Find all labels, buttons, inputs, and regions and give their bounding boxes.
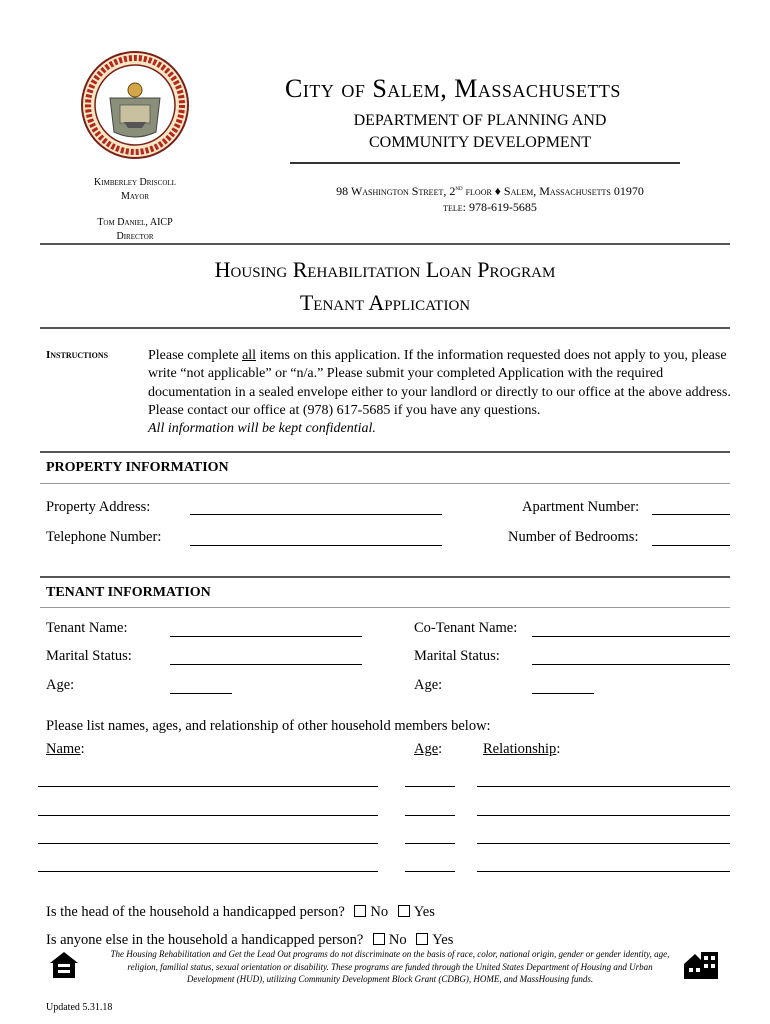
instructions-label: Instructions — [46, 349, 109, 361]
property-address-field[interactable] — [190, 514, 442, 515]
director-title: Director — [116, 231, 154, 242]
divider — [40, 607, 730, 608]
city-seal — [80, 50, 190, 160]
house-icon — [683, 950, 719, 980]
question-head-handicapped: Is the head of the household a handicapped person? No Yes — [46, 904, 435, 920]
office-address — [290, 180, 690, 215]
tenant-name-field[interactable] — [170, 636, 362, 637]
yes-checkbox[interactable] — [398, 905, 410, 917]
bedrooms-label: Number of Bedrooms: — [508, 529, 639, 545]
household-age-field[interactable] — [405, 786, 455, 787]
household-prompt: Please list names, ages, and relationship of other household members below: — [46, 718, 491, 734]
header-rule — [290, 162, 680, 164]
address-sup: nd — [455, 184, 463, 192]
tenant-section-title: TENANT INFORMATION — [46, 585, 211, 600]
divider — [40, 576, 730, 578]
confidential-note: All information will be kept confidential. — [148, 421, 376, 437]
yes-checkbox[interactable] — [416, 933, 428, 945]
household-age-header: Age: — [414, 741, 443, 757]
department-line-1: DEPARTMENT OF PLANNING AND — [353, 112, 607, 129]
household-relationship-field[interactable] — [477, 843, 730, 844]
mayor-name: Kimberley Driscoll — [94, 177, 176, 188]
non-discrimination-notice: The Housing Rehabilitation and Get the Lead Out programs do not discriminate on the basis of race, color, national origin, gender or gender identity, age, religion, familial status, sexual orientation or disability. These programs are funded through the United States Department of Housing and Urban Development (HUD), utilizing Community Development Block Grant (CDBG), HOME, and MassHousing funds. — [110, 949, 670, 984]
program-title: Housing Rehabilitation Loan Program — [214, 257, 556, 282]
director-block — [70, 216, 200, 244]
form-title: Tenant Application — [299, 290, 471, 315]
apartment-number-label: Apartment Number: — [522, 499, 640, 515]
marital-status-field[interactable] — [170, 664, 362, 665]
department-line-2: COMMUNITY DEVELOPMENT — [368, 134, 592, 151]
household-relationship-field[interactable] — [477, 871, 730, 872]
household-name-field[interactable] — [38, 843, 378, 844]
address-city: floor ♦ Salem, Massachusetts 01970 — [462, 184, 644, 198]
age-field[interactable] — [170, 693, 232, 694]
age-label: Age: — [46, 677, 75, 693]
divider — [40, 483, 730, 484]
telephone-field[interactable] — [190, 545, 442, 546]
office-phone: tele: 978-619-5685 — [443, 200, 537, 214]
household-age-field[interactable] — [405, 815, 455, 816]
household-age-field[interactable] — [405, 843, 455, 844]
address-street: 98 Washington Street, 2 — [336, 184, 456, 198]
cotenant-marital-status-label: Marital Status: — [414, 648, 500, 664]
director-name: Tom Daniel, AICP — [97, 217, 173, 228]
updated-date: Updated 5.31.18 — [46, 1002, 113, 1013]
apartment-number-field[interactable] — [652, 514, 730, 515]
cotenant-name-label: Co-Tenant Name: — [414, 620, 518, 636]
household-name-field[interactable] — [38, 786, 378, 787]
household-name-field[interactable] — [38, 871, 378, 872]
property-section-title: PROPERTY INFORMATION — [46, 460, 229, 475]
property-address-label: Property Address: — [46, 499, 151, 515]
question-text: Is the head of the household a handicapped person? — [46, 904, 345, 920]
divider — [40, 327, 730, 329]
question-text: Is anyone else in the household a handicapped person? — [46, 932, 364, 948]
cotenant-name-field[interactable] — [532, 636, 730, 637]
household-name-header: Name: — [46, 741, 85, 757]
cotenant-age-label: Age: — [414, 677, 443, 693]
household-relationship-field[interactable] — [477, 815, 730, 816]
mayor-block — [70, 176, 200, 204]
city-title: City of Salem, Massachusetts — [285, 74, 621, 103]
mayor-title: Mayor — [120, 191, 150, 202]
divider — [40, 243, 730, 245]
cotenant-marital-status-field[interactable] — [532, 664, 730, 665]
tenant-name-label: Tenant Name: — [46, 620, 128, 636]
no-checkbox[interactable] — [354, 905, 366, 917]
question-other-handicapped: Is anyone else in the household a handicapped person? No Yes — [46, 932, 454, 948]
household-name-field[interactable] — [38, 815, 378, 816]
instructions-text: Please complete all items on this application. If the information requested does not apply to you, please write “not applicable” or “n/a.” Please submit your completed Application with the required documentation in a sealed envelope either to your landlord or directly to our office at the above address. Please contact our office at (978) 617-5685 if you have any questions. All information will be kept confidential. — [148, 348, 731, 437]
department-name — [285, 110, 675, 154]
bedrooms-field[interactable] — [652, 545, 730, 546]
cotenant-age-field[interactable] — [532, 693, 594, 694]
household-relationship-header: Relationship: — [483, 741, 561, 757]
no-checkbox[interactable] — [373, 933, 385, 945]
marital-status-label: Marital Status: — [46, 648, 132, 664]
divider — [40, 451, 730, 453]
household-age-field[interactable] — [405, 871, 455, 872]
household-relationship-field[interactable] — [477, 786, 730, 787]
equal-housing-icon — [48, 950, 80, 980]
telephone-label: Telephone Number: — [46, 529, 162, 545]
